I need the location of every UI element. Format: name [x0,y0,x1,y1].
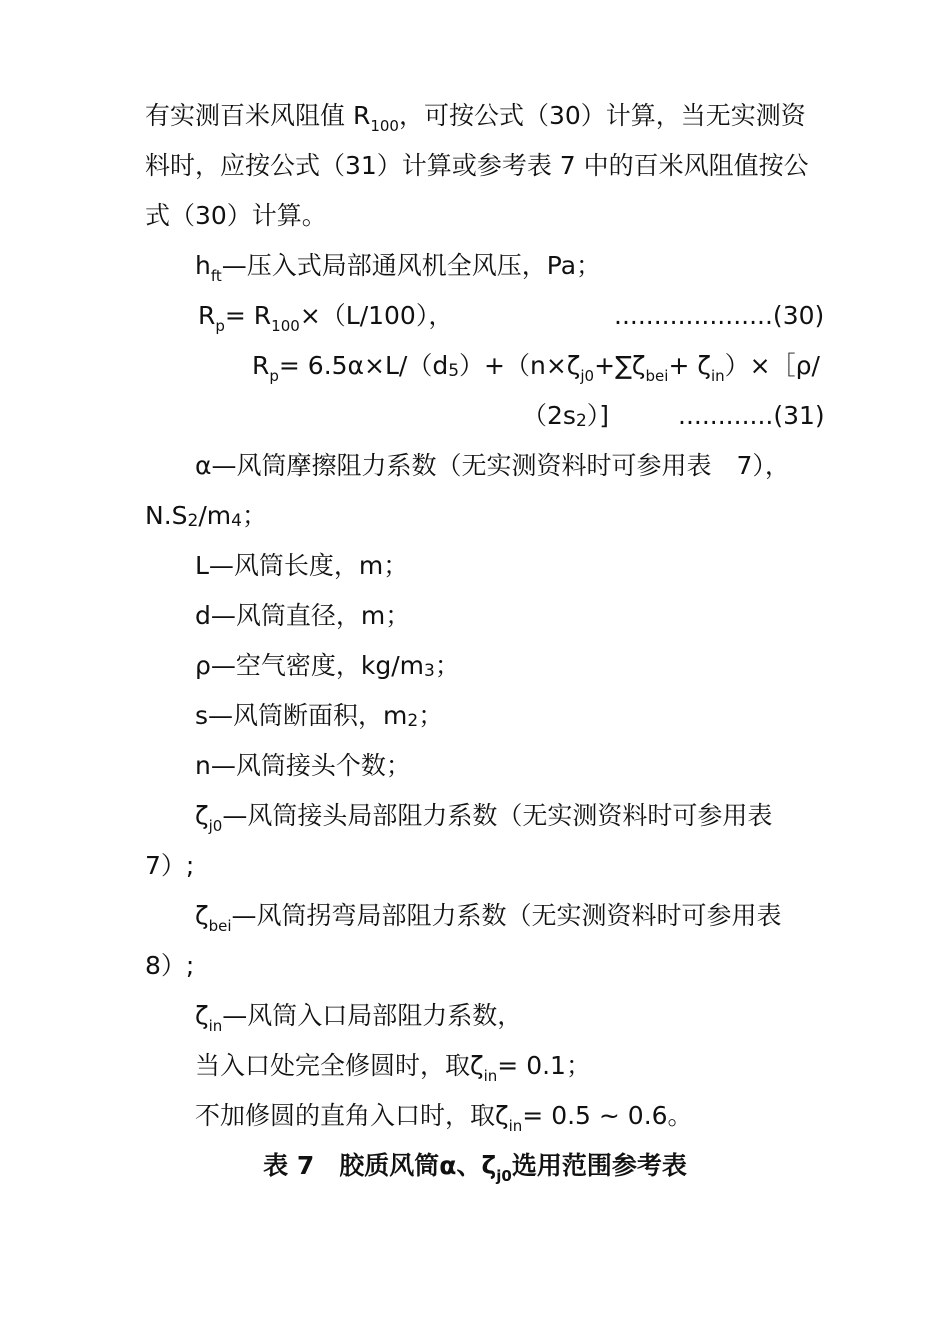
eq31-part: （2s [522,401,576,430]
zin-text: —风筒入口局部阻力系数， [222,1001,523,1030]
rho-text: ； [434,651,460,680]
para1-line2: 料时，应按公式（31）计算或参考表 7 中的百米风阻值按公 [145,151,809,180]
para1-text-b: ，可按公式（30）计算，当无实测资 [398,101,806,130]
s-text: ； [418,701,444,730]
zin-sub: in [483,1067,498,1085]
zj0-symbol: ζ [195,801,209,830]
zin-text: 不加修圆的直角入口时，取ζ [195,1101,509,1130]
s-small: 2 [407,711,419,731]
rho-small: 3 [424,661,435,681]
alpha-unit: N.S [145,501,188,530]
zbei-text: —风筒拐弯局部阻力系数（无实测资料时可参用表 [231,901,782,930]
zin-sub: in [508,1117,523,1135]
equation-30 [0,296,950,336]
zin-text: = 0.5 ~ 0.6。 [522,1101,693,1130]
def-zbei-line1 [0,896,950,936]
eq31-sub: p [269,367,279,385]
eq30-number: ....................(30) [614,301,825,330]
eq31-number: ............(31) [678,401,825,430]
def-L: L—风筒长度，m； [195,551,409,580]
alpha-small: 4 [231,511,242,531]
rho-text: ρ—空气密度，kg/m [195,651,424,680]
eq31-part: ）] [586,401,610,430]
def-d: d—风筒直径，m； [195,601,411,630]
table-title-text: 表 7 胶质风筒α、ζ [263,1151,497,1180]
equation-31-line1 [0,346,950,386]
def-s [0,696,950,736]
zin-symbol: ζ [195,1001,209,1030]
para1-text-a: 有实测百米风阻值 R [145,101,371,130]
eq31-sub: j0 [580,367,595,385]
def-zbei-line2: 8）; [145,951,195,980]
eq31-small: 5 [448,361,460,381]
zin-sub: in [208,1017,223,1035]
hft-subscript: ft [210,267,222,285]
alpha-unit: ； [241,501,267,530]
alpha-unit: /m [198,501,232,530]
table-title-sub: j0 [496,1167,512,1185]
table-title [0,1146,950,1186]
hft-symbol: h [195,251,211,280]
eq31-small: 2 [575,411,587,431]
zbei-symbol: ζ [195,901,209,930]
eq31-cont [522,396,609,441]
eq30-part: R [198,301,216,330]
zj0-text: —风筒接头局部阻力系数（无实测资料时可参用表 [222,801,773,830]
eq30-sub: p [215,317,225,335]
zin-text: = 0.1； [497,1051,591,1080]
def-zin-line3 [0,1096,950,1136]
zbei-sub: bei [208,917,232,935]
eq31-part: ）+（n×ζ [459,351,581,380]
para1-line1 [0,96,950,136]
eq31-part: +∑ζ [594,351,646,380]
def-zin-line2 [0,1046,950,1086]
hft-text: —压入式局部通风机全风压，Pa； [221,251,602,280]
eq31-part: = 6.5α×L/（d [278,351,449,380]
eq31-sub: in [710,367,725,385]
eq30-sub: 100 [271,317,300,335]
equation-31-line2 [0,396,950,436]
eq31-part: + ζ [668,351,711,380]
eq31-part: ）×［ρ/ [724,351,820,380]
def-zj0-line2: 7）; [145,851,195,880]
def-alpha-line2 [0,496,950,536]
eq31-part: R [252,351,270,380]
table-title-text: 选用范围参考表 [511,1151,687,1180]
def-n: n—风筒接头个数； [195,751,411,780]
zj0-sub: j0 [208,817,223,835]
alpha-small: 2 [187,511,199,531]
eq30-part: ×（L/100）， [299,301,454,330]
para1-line3: 式（30）计算。 [145,201,327,230]
subscript: 100 [370,117,399,135]
def-zj0-line1 [0,796,950,836]
def-zin-line1 [0,996,950,1036]
s-text: s—风筒断面积，m [195,701,408,730]
def-alpha-line1: α—风筒摩擦阻力系数（无实测资料时可参用表 7）， [195,451,790,480]
eq30-part: = R [224,301,272,330]
zin-text: 当入口处完全修圆时，取ζ [195,1051,484,1080]
def-rho [0,646,950,686]
eq31-sub: bei [645,367,669,385]
def-hft [0,246,950,286]
